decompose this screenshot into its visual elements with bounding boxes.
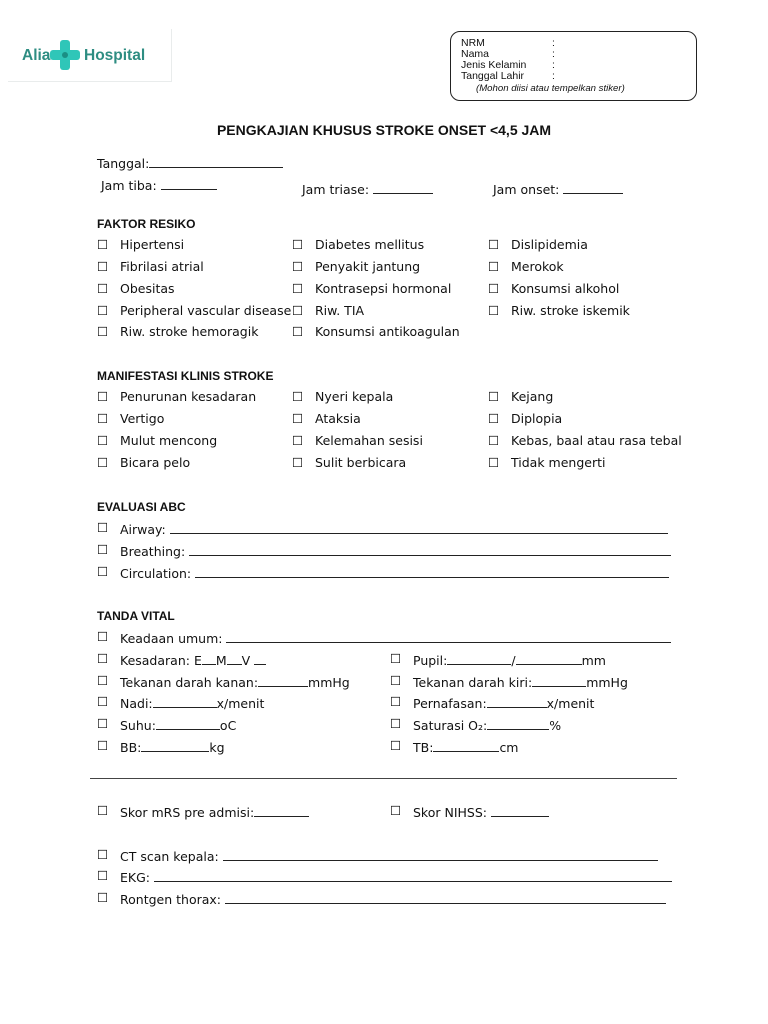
option-penyakit-jantung: Penyakit jantung: [315, 259, 421, 274]
option-dislipidemia: Dislipidemia: [511, 237, 588, 252]
hospital-cross-icon-center: [62, 52, 68, 58]
airway-label: Airway:: [120, 522, 166, 537]
jam-onset-field[interactable]: [493, 182, 623, 197]
pupil-field[interactable]: [413, 653, 606, 668]
pernafasan-label: Pernafasan:: [413, 696, 487, 711]
section-heading-tanda-vital: TANDA VITAL: [97, 609, 175, 623]
option-kejang: Kejang: [511, 389, 554, 404]
jam-triase-blank[interactable]: [373, 182, 433, 194]
td-kanan-field[interactable]: [120, 675, 350, 690]
pernafasan-field[interactable]: [413, 696, 594, 711]
checkbox[interactable]: ☐: [97, 673, 109, 688]
bb-label: BB:: [120, 740, 142, 755]
breathing-field[interactable]: [120, 544, 671, 559]
rontgen-label: Rontgen thorax:: [120, 892, 221, 907]
checkbox[interactable]: ☐: [97, 324, 109, 339]
saturasi-unit: %: [549, 718, 562, 733]
checkbox[interactable]: ☐: [97, 803, 109, 818]
breathing-blank[interactable]: [189, 544, 671, 556]
tb-label: TB:: [413, 740, 434, 755]
ekg-field[interactable]: [120, 870, 672, 885]
pernafasan-blank[interactable]: [487, 696, 547, 708]
option-diabetes: Diabetes mellitus: [315, 237, 425, 252]
id-colon: :: [552, 48, 555, 60]
bb-field[interactable]: [120, 740, 225, 755]
option-vertigo: Vertigo: [120, 411, 165, 426]
kesadaran-m-blank[interactable]: [227, 653, 242, 665]
checkbox[interactable]: ☐: [292, 324, 304, 339]
checkbox[interactable]: ☐: [292, 433, 304, 448]
jam-tiba-label: Jam tiba:: [101, 178, 157, 193]
jam-triase-field[interactable]: [302, 182, 433, 197]
id-box-note: (Mohon diisi atau tempelkan stiker): [476, 83, 625, 94]
td-kanan-label: Tekanan darah kanan:: [120, 675, 259, 690]
section-heading-manifestasi: MANIFESTASI KLINIS STROKE: [97, 369, 274, 383]
jam-tiba-field[interactable]: [101, 178, 217, 193]
checkbox[interactable]: ☐: [390, 694, 402, 709]
airway-blank[interactable]: [170, 522, 668, 534]
kesadaran-v: V: [241, 653, 251, 668]
checkbox[interactable]: ☐: [97, 389, 109, 404]
option-kebas: Kebas, baal atau rasa tebal: [511, 433, 682, 448]
checkbox[interactable]: ☐: [292, 389, 304, 404]
suhu-unit: oC: [219, 718, 237, 733]
id-colon: :: [552, 37, 555, 49]
pupil-right-blank[interactable]: [516, 653, 582, 665]
bb-unit: kg: [209, 740, 225, 755]
checkbox[interactable]: ☐: [97, 847, 109, 862]
skor-mrs-blank[interactable]: [254, 805, 309, 817]
circulation-label: Circulation:: [120, 566, 192, 581]
tanggal-field[interactable]: [97, 156, 283, 171]
option-tidak-mengerti: Tidak mengerti: [511, 455, 606, 470]
id-label-nama: Nama: [461, 48, 490, 60]
ct-scan-blank[interactable]: [223, 849, 658, 861]
checkbox[interactable]: ☐: [97, 237, 109, 252]
tb-blank[interactable]: [433, 740, 499, 752]
checkbox[interactable]: ☐: [97, 890, 109, 905]
checkbox[interactable]: ☐: [292, 411, 304, 426]
checkbox[interactable]: ☐: [488, 281, 500, 296]
checkbox[interactable]: ☐: [97, 303, 109, 318]
option-fibrilasi-atrial: Fibrilasi atrial: [120, 259, 204, 274]
circulation-blank[interactable]: [195, 566, 669, 578]
breathing-label: Breathing:: [120, 544, 186, 559]
td-kiri-label: Tekanan darah kiri:: [413, 675, 533, 690]
checkbox[interactable]: ☐: [390, 803, 402, 818]
option-riw-tia: Riw. TIA: [315, 303, 365, 318]
suhu-field[interactable]: [120, 718, 236, 733]
checkbox[interactable]: ☐: [97, 259, 109, 274]
id-colon: :: [552, 70, 555, 82]
checkbox[interactable]: ☐: [97, 716, 109, 731]
tanggal-label: Tanggal:: [97, 156, 150, 171]
skor-mrs-label: Skor mRS pre admisi:: [120, 805, 255, 820]
ekg-blank[interactable]: [154, 870, 672, 882]
airway-field[interactable]: [120, 522, 668, 537]
tb-field[interactable]: [413, 740, 519, 755]
checkbox[interactable]: ☐: [292, 281, 304, 296]
option-nyeri-kepala: Nyeri kepala: [315, 389, 394, 404]
checkbox[interactable]: ☐: [488, 411, 500, 426]
tanggal-blank[interactable]: [149, 156, 283, 168]
checkbox[interactable]: ☐: [488, 433, 500, 448]
kesadaran-label: Kesadaran: E: [120, 653, 202, 668]
option-merokok: Merokok: [511, 259, 564, 274]
checkbox[interactable]: ☐: [390, 673, 402, 688]
skor-nihss-label: Skor NIHSS:: [413, 805, 488, 820]
option-hipertensi: Hipertensi: [120, 237, 185, 252]
skor-nihss-blank[interactable]: [491, 805, 549, 817]
pupil-label: Pupil:: [413, 653, 448, 668]
saturasi-field[interactable]: [413, 718, 561, 733]
suhu-label: Suhu:: [120, 718, 156, 733]
checkbox[interactable]: ☐: [97, 868, 109, 883]
id-label-jenis-kelamin: Jenis Kelamin: [461, 59, 527, 71]
kesadaran-m: M: [215, 653, 227, 668]
checkbox[interactable]: ☐: [292, 303, 304, 318]
option-sulit-berbicara: Sulit berbicara: [315, 455, 407, 470]
option-obesitas: Obesitas: [120, 281, 175, 296]
pupil-sep: /: [511, 653, 516, 668]
checkbox[interactable]: ☐: [488, 259, 500, 274]
skor-mrs-field[interactable]: [120, 805, 309, 820]
horizontal-divider: [90, 778, 677, 779]
keadaan-umum-blank[interactable]: [226, 631, 671, 643]
checkbox[interactable]: ☐: [292, 259, 304, 274]
form-title: PENGKAJIAN KHUSUS STROKE ONSET <4,5 JAM: [216, 122, 552, 138]
skor-nihss-field[interactable]: [413, 805, 549, 820]
section-heading-evaluasi-abc: EVALUASI ABC: [97, 500, 186, 514]
td-kanan-unit: mmHg: [308, 675, 350, 690]
checkbox[interactable]: ☐: [97, 651, 109, 666]
tb-unit: cm: [499, 740, 519, 755]
id-label-tanggal-lahir: Tanggal Lahir: [461, 70, 525, 82]
checkbox[interactable]: ☐: [97, 629, 109, 644]
checkbox[interactable]: ☐: [97, 455, 109, 470]
checkbox[interactable]: ☐: [97, 694, 109, 709]
td-kiri-blank[interactable]: [532, 675, 586, 687]
checkbox[interactable]: ☐: [488, 237, 500, 252]
option-penurunan-kesadaran: Penurunan kesadaran: [120, 389, 257, 404]
checkbox[interactable]: ☐: [390, 651, 402, 666]
bb-blank[interactable]: [141, 740, 209, 752]
option-riw-stroke-iskemik: Riw. stroke iskemik: [511, 303, 630, 318]
nadi-unit: x/menit: [216, 696, 265, 711]
td-kanan-blank[interactable]: [258, 675, 308, 687]
option-kontrasepsi: Kontrasepsi hormonal: [315, 281, 452, 296]
suhu-blank[interactable]: [156, 718, 220, 730]
circulation-field[interactable]: [120, 566, 669, 581]
option-ataksia: Ataksia: [315, 411, 361, 426]
jam-triase-label: Jam triase:: [302, 182, 370, 197]
keadaan-umum-label: Keadaan umum:: [120, 631, 223, 646]
checkbox[interactable]: ☐: [488, 389, 500, 404]
option-mulut-mencong: Mulut mencong: [120, 433, 218, 448]
logo-text-alia: Alia: [22, 47, 51, 64]
ct-scan-label: CT scan kepala:: [120, 849, 219, 864]
option-antikoagulan: Konsumsi antikoagulan: [315, 324, 460, 339]
checkbox[interactable]: ☐: [390, 738, 402, 753]
pupil-unit: mm: [581, 653, 606, 668]
checkbox[interactable]: ☐: [97, 411, 109, 426]
checkbox[interactable]: ☐: [97, 542, 109, 557]
option-riw-stroke-hemoragik: Riw. stroke hemoragik: [120, 324, 259, 339]
section-heading-faktor-resiko: FAKTOR RESIKO: [97, 217, 196, 231]
jam-tiba-blank[interactable]: [161, 178, 217, 190]
checkbox[interactable]: ☐: [97, 738, 109, 753]
option-kelemahan-sesisi: Kelemahan sesisi: [315, 433, 423, 448]
id-colon: :: [552, 59, 555, 71]
nadi-blank[interactable]: [153, 696, 217, 708]
pernafasan-unit: x/menit: [546, 696, 595, 711]
rontgen-field[interactable]: [120, 892, 666, 907]
id-label-nrm: NRM: [461, 37, 485, 49]
nadi-field[interactable]: [120, 696, 264, 711]
option-diplopia: Diplopia: [511, 411, 563, 426]
checkbox[interactable]: ☐: [97, 433, 109, 448]
kesadaran-field[interactable]: [120, 653, 266, 668]
checkbox[interactable]: ☐: [292, 237, 304, 252]
td-kiri-unit: mmHg: [586, 675, 628, 690]
option-peripheral-vascular: Peripheral vascular disease: [120, 303, 292, 318]
checkbox[interactable]: ☐: [97, 520, 109, 535]
keadaan-umum-field[interactable]: [120, 631, 671, 646]
checkbox[interactable]: ☐: [292, 455, 304, 470]
option-bicara-pelo: Bicara pelo: [120, 455, 191, 470]
rontgen-blank[interactable]: [225, 892, 666, 904]
option-alkohol: Konsumsi alkohol: [511, 281, 620, 296]
ct-scan-field[interactable]: [120, 849, 658, 864]
saturasi-blank[interactable]: [487, 718, 549, 730]
checkbox[interactable]: ☐: [97, 564, 109, 579]
checkbox[interactable]: ☐: [488, 303, 500, 318]
kesadaran-e-blank[interactable]: [202, 653, 216, 665]
checkbox[interactable]: ☐: [390, 716, 402, 731]
jam-onset-blank[interactable]: [563, 182, 623, 194]
logo-text-hospital: Hospital: [84, 47, 146, 64]
nadi-label: Nadi:: [120, 696, 153, 711]
saturasi-label: Saturasi O₂:: [413, 718, 488, 733]
checkbox[interactable]: ☐: [488, 455, 500, 470]
jam-onset-label: Jam onset:: [493, 182, 560, 197]
checkbox[interactable]: ☐: [97, 281, 109, 296]
pupil-left-blank[interactable]: [447, 653, 511, 665]
kesadaran-v-blank[interactable]: [254, 653, 266, 665]
td-kiri-field[interactable]: [413, 675, 628, 690]
ekg-label: EKG:: [120, 870, 150, 885]
